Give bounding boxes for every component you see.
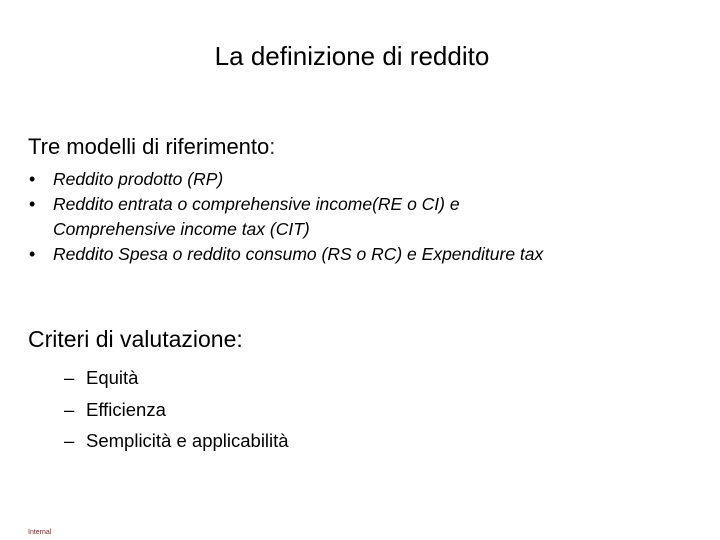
criteria-heading: Criteri di valutazione:: [28, 326, 243, 352]
list-item-text: Equità: [86, 367, 139, 388]
list-item-text: Reddito entrata o comprehensive income(RE o CI) e: [53, 194, 460, 214]
list-item-text: Semplicità e applicabilità: [86, 430, 289, 451]
bullet-icon: •: [29, 244, 36, 264]
bullet-icon: •: [29, 194, 36, 214]
models-list: [28, 167, 698, 267]
footer-label: Internal: [28, 529, 52, 536]
list-item-text: Efficienza: [86, 398, 166, 420]
list-item-semplicita: [64, 425, 289, 457]
bullet-icon: •: [29, 169, 36, 189]
list-item-equita: [64, 362, 289, 394]
criteria-list: [64, 362, 289, 457]
list-item-reddito-spesa: [28, 242, 698, 267]
slide-title: La definizione di reddito: [214, 41, 490, 71]
dash-icon: –: [64, 430, 75, 451]
dash-icon: –: [64, 398, 75, 420]
list-item-reddito-entrata: [28, 192, 698, 242]
models-heading-colon: :: [269, 134, 276, 159]
list-item-text: Reddito prodotto (RP): [53, 169, 224, 189]
list-item-reddito-prodotto: [28, 167, 698, 192]
list-item-text: Reddito Spesa o reddito consumo (RS o RC) e Expenditure tax: [53, 244, 544, 264]
dash-icon: –: [64, 367, 75, 388]
models-heading-text: Tre modelli di riferimento: [28, 134, 270, 159]
list-item-efficienza: [64, 394, 289, 426]
list-item-text-continued: Comprehensive income tax (CIT): [53, 219, 310, 239]
models-heading: [28, 133, 275, 161]
